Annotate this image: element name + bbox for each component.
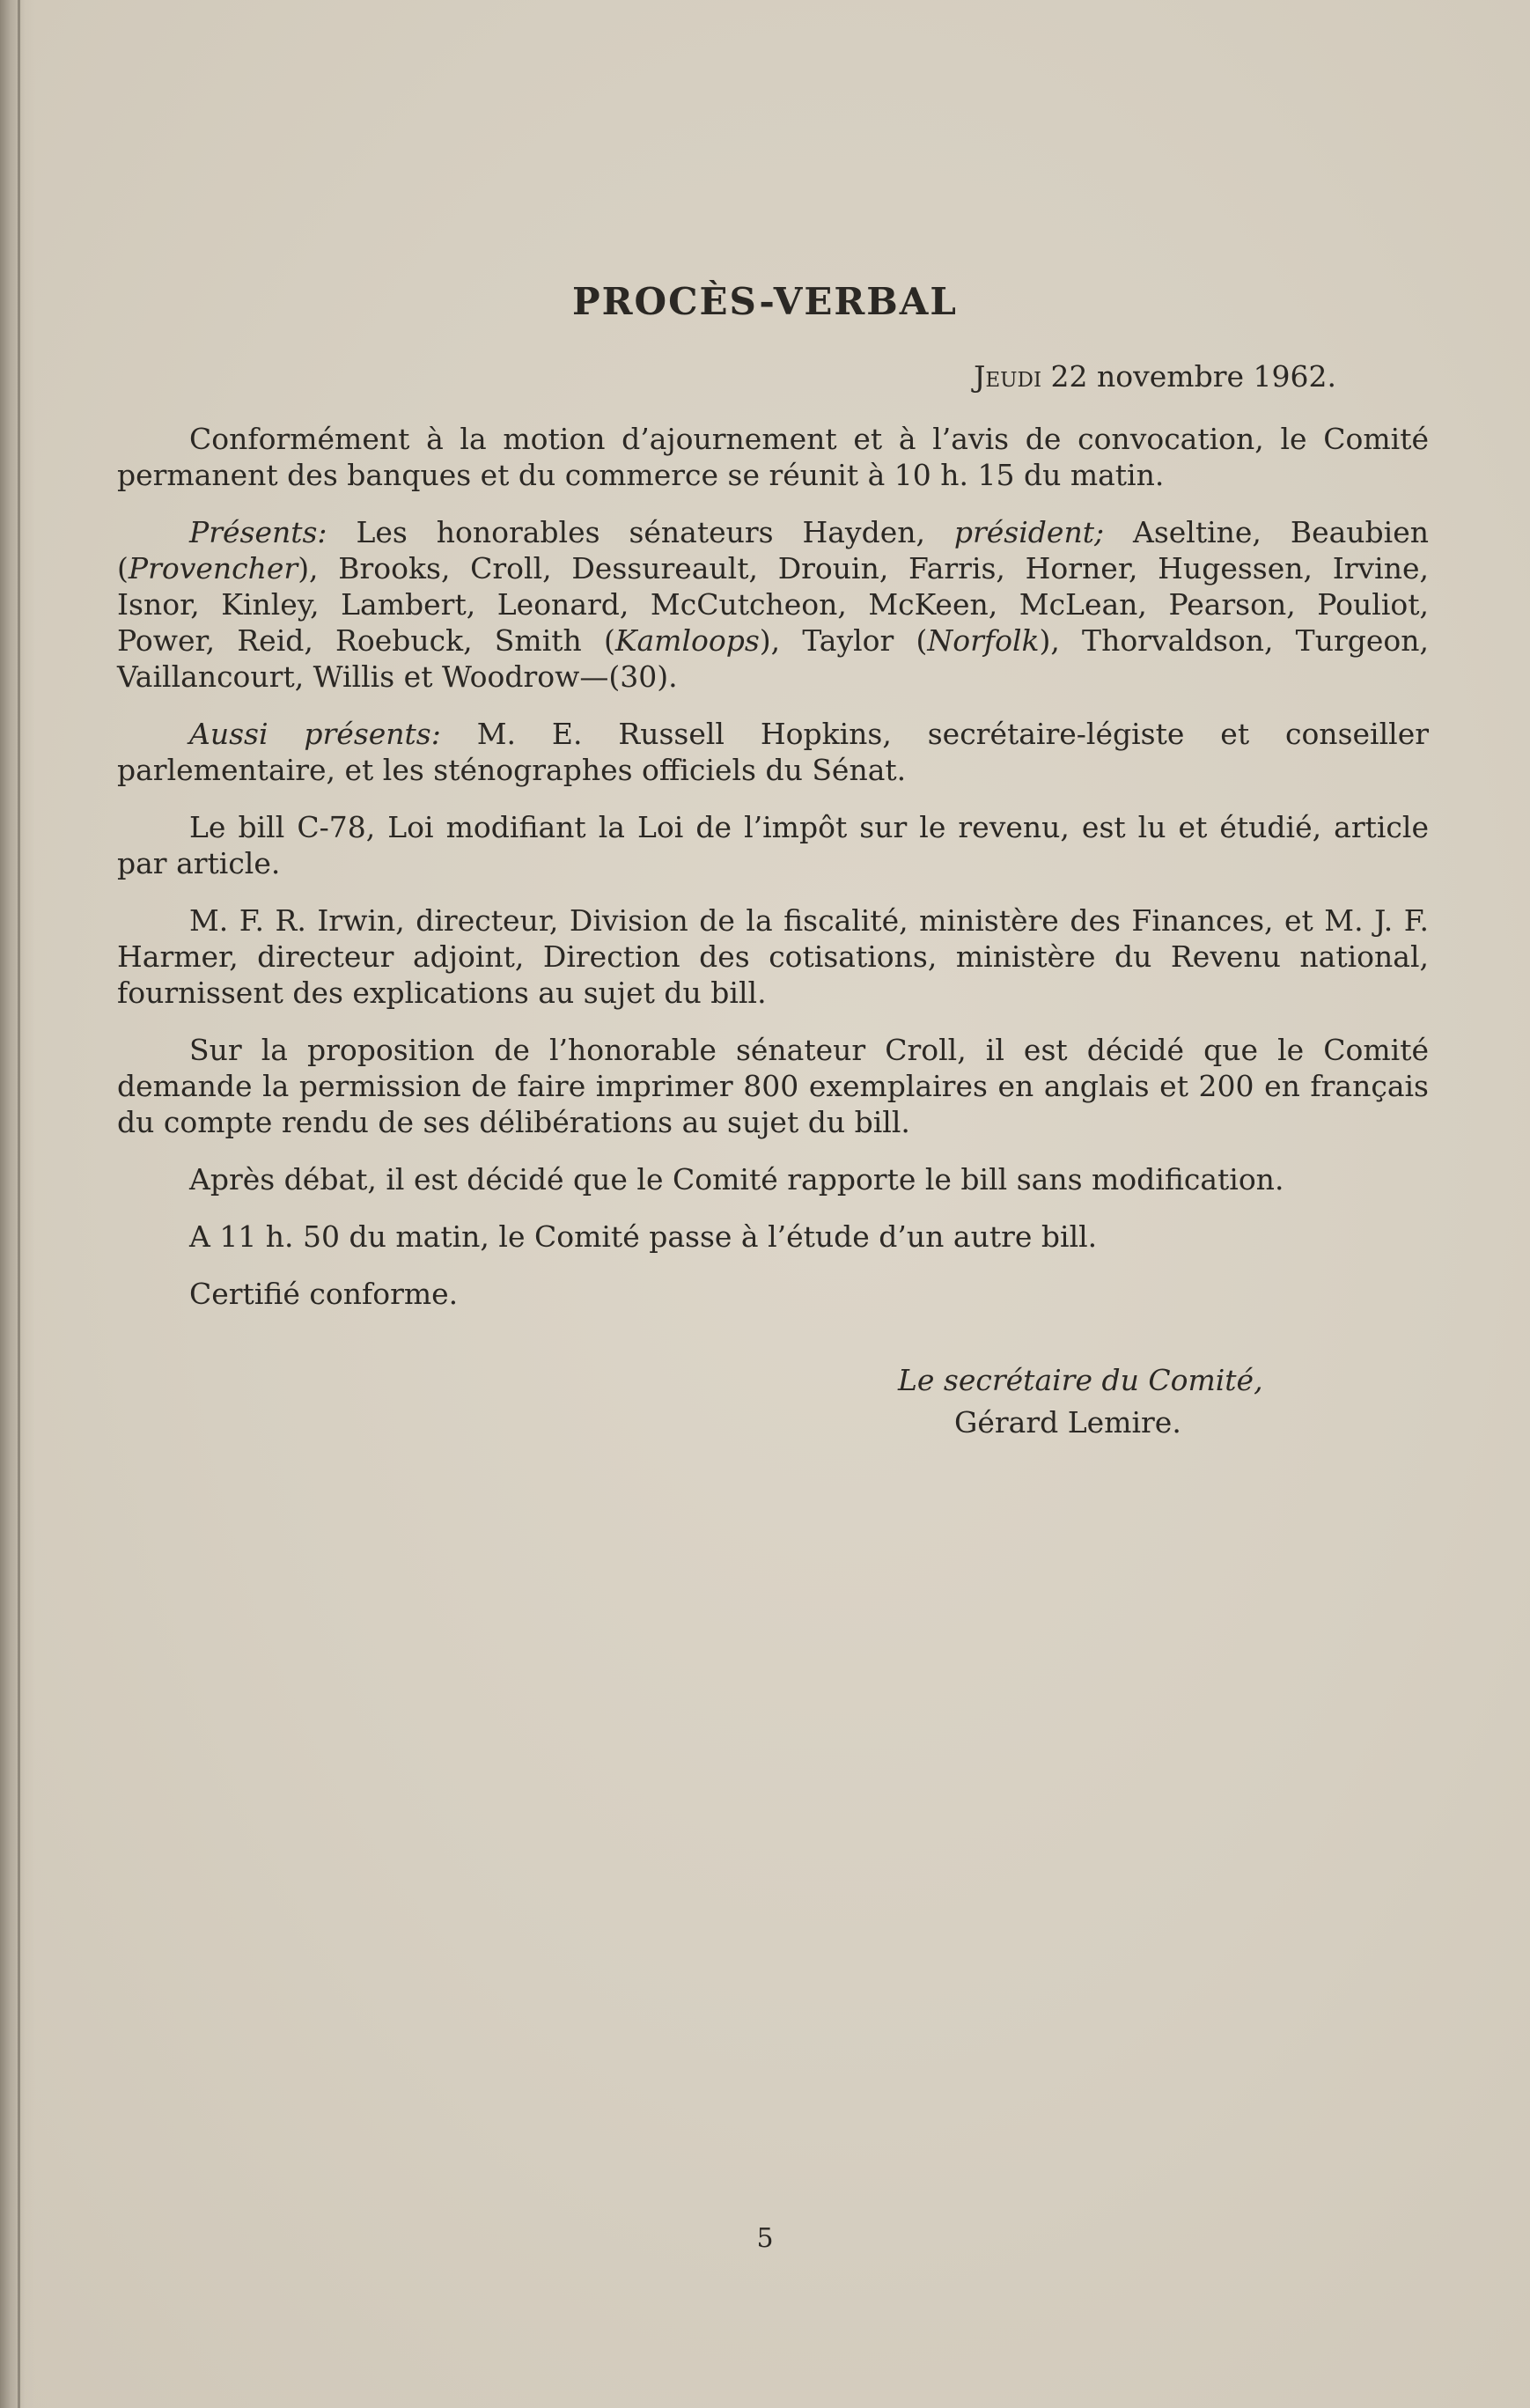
presents-text-2: Aseltine, Beaubien ( — [117, 515, 1429, 585]
presents-text-3: ), Brooks, Croll, Dessureault, Drouin, Farris, Horner, Hugessen, Irvine, Isnor, Kinley, Lambert, Leonard, McCutcheon, McKeen, McLean, Pearson, Pouliot, Power, Reid, Roebuck, Smith ( — [117, 551, 1429, 658]
kamloops-label: Kamloops — [614, 623, 760, 658]
paragraph-convocation: Conformément à la motion d’ajournement et à l’avis de convocation, le Comité permanent des banques et du commerce se réunit à 10 h. 15 du matin. — [117, 422, 1429, 492]
paragraph-printing: Sur la proposition de l’honorable sénateur Croll, il est décidé que le Comité demande la permission de faire imprimer 800 exemplaires en anglais et 200 en français du compte rendu de ses délibérations au sujet du bill. — [117, 1033, 1429, 1139]
paragraph-witnesses: M. F. R. Irwin, directeur, Division de la fiscalité, ministère des Finances, et M. J. F. Harmer, directeur adjoint, Direction des cotisations, ministère du Revenu national, fournissent des explications au sujet du bill. — [117, 903, 1429, 1010]
minutes-body — [117, 421, 1429, 1333]
presents-text-4: ), Taylor ( — [759, 623, 928, 658]
page-number: 5 — [756, 2223, 774, 2254]
paragraph-bill: Le bill C-78, Loi modifiant la Loi de l’impôt sur le revenu, est lu et étudié, article par article. — [117, 810, 1429, 880]
meeting-date — [974, 359, 1336, 394]
binding-edge — [18, 0, 20, 2408]
provencher-label: Provencher — [128, 551, 298, 585]
signature-block — [898, 1359, 1263, 1444]
date-weekday: Jeudi — [974, 359, 1042, 394]
document-title: PROCÈS-VERBAL — [572, 280, 958, 323]
presents-text-5: ), Thorvaldson, Turgeon, Vaillancourt, Willis et Woodrow—(30). — [117, 623, 1429, 694]
aussi-presents-text: M. E. Russell Hopkins, secrétaire-légiste et conseiller parlementaire, et les sténographes officiels du Sénat. — [117, 717, 1429, 787]
aussi-presents-label: Aussi présents: — [189, 717, 441, 751]
signature-title: Le secrétaire du Comité, — [898, 1363, 1263, 1397]
president-label: président; — [953, 515, 1105, 549]
norfolk-label: Norfolk — [927, 623, 1040, 658]
presents-text-1: Les honorables sénateurs Hayden, — [327, 515, 954, 549]
paragraph-aussi-presents — [117, 716, 1429, 788]
paragraph-presents — [117, 514, 1429, 695]
paragraph-certified: Certifié conforme. — [189, 1277, 459, 1311]
presents-label: Présents: — [189, 515, 327, 549]
paragraph-decision: Après débat, il est décidé que le Comité rapporte le bill sans modification. — [189, 1162, 1284, 1197]
signature-name: Gérard Lemire. — [954, 1405, 1181, 1440]
date-text: 22 novembre 1962. — [1041, 359, 1336, 394]
paragraph-adjournment: A 11 h. 50 du matin, le Comité passe à l’étude d’un autre bill. — [189, 1219, 1098, 1254]
